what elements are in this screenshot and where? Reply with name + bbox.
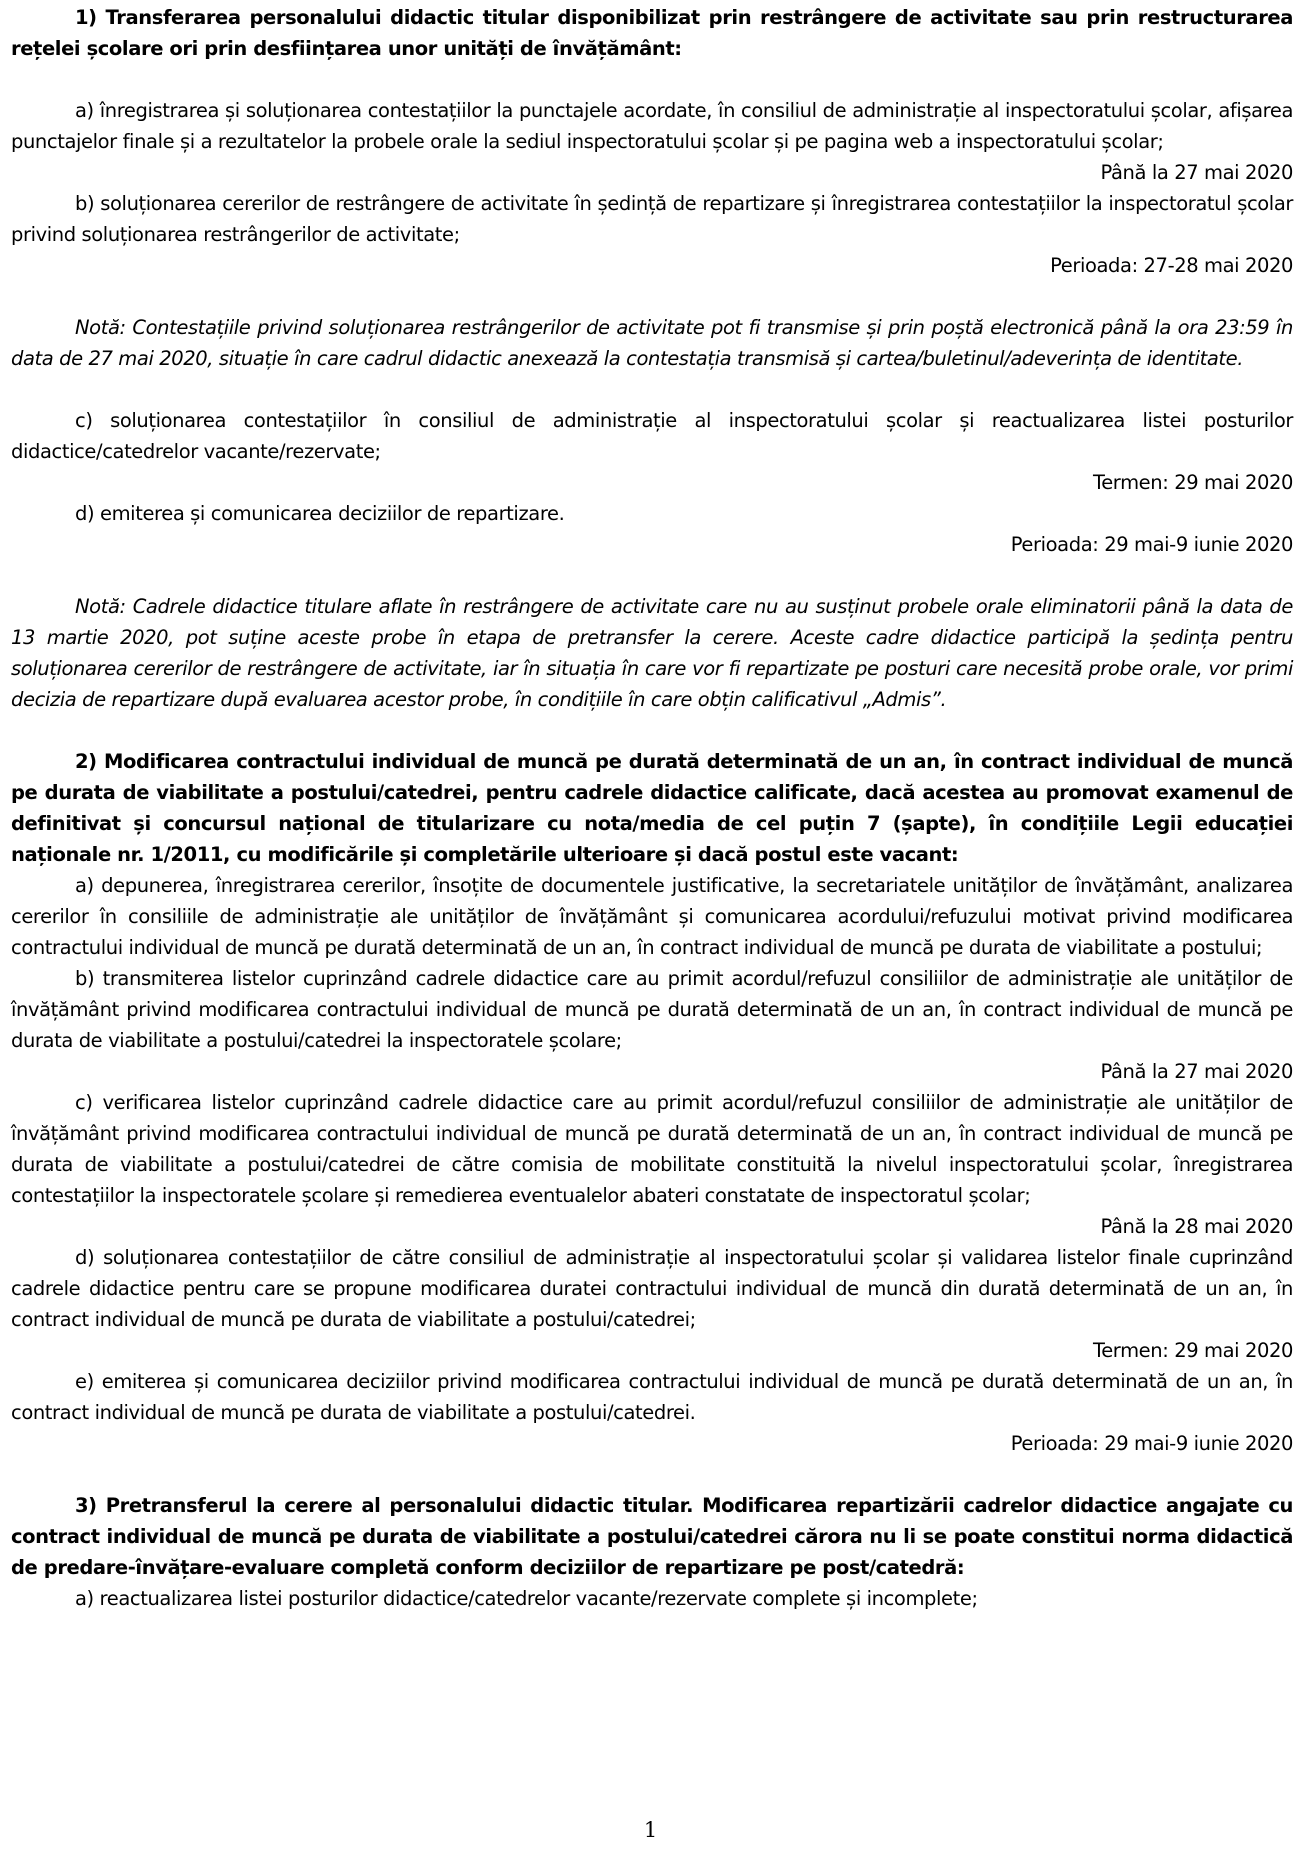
section-1-item-d: d) emiterea și comunicarea deciziilor de repartizare. (75, 502, 565, 525)
section-3-item-a: a) reactualizarea listei posturilor didactice/catedrelor vacante/rezervate complete și incomplete; (75, 1587, 978, 1610)
spacer (11, 715, 1293, 746)
section-2-heading: 2) Modificarea contractului individual de muncă pe durată determinată de un an, în contract individual de muncă pe durata de viabilitate a postului/catedrei, pentru cadrele didactice calificate, dacă acestea au promovat examenul de definitivat și concursul național de titularizare cu nota/media de cel puțin 7 (șapte), în condițiile Legii educației naționale nr. 1/2011, cu modificările și completările ulterioare și dacă postul este vacant: (11, 750, 1293, 866)
section-2-item-d: d) soluționarea contestațiilor de către consiliul de administrație al inspectoratului școlar și validarea listelor finale cuprinzând cadrele didactice pentru care se propune modificarea duratei contractului individual de muncă din durată determinată de un an, în contract individual de muncă pe durata de viabilitate a postului/catedrei; (11, 1246, 1293, 1331)
section-2-item-b-deadline: Până la 27 mai 2020 (1100, 1060, 1293, 1083)
section-2-item-e-deadline: Perioada: 29 mai-9 iunie 2020 (1010, 1432, 1293, 1455)
spacer (11, 374, 1293, 405)
section-1-item-b-deadline: Perioada: 27-28 mai 2020 (1050, 254, 1293, 277)
section-1-item-c-deadline: Termen: 29 mai 2020 (1093, 471, 1293, 494)
section-1-item-d-deadline: Perioada: 29 mai-9 iunie 2020 (1010, 533, 1293, 556)
section-1-item-c: c) soluționarea contestațiilor în consiliul de administrație al inspectoratului școlar și reactualizarea listei posturilor didactice/catedrelor vacante/rezervate; (11, 409, 1293, 463)
spacer (11, 1459, 1293, 1490)
section-2-item-b: b) transmiterea listelor cuprinzând cadrele didactice care au primit acordul/refuzul consiliilor de administrație ale unităților de învățământ privind modificarea contractului individual de muncă pe durată determinată de un an, în contract individual de muncă pe durata de viabilitate a postului/catedrei la inspectoratele școlare; (11, 967, 1293, 1052)
section-2-item-c: c) verificarea listelor cuprinzând cadrele didactice care au primit acordul/refuzul consiliilor de administrație ale unităților de învățământ privind modificarea contractului individual de muncă pe durată determinată de un an, în contract individual de muncă pe durata de viabilitate a postului/catedrei de către comisia de mobilitate constituită la nivelul inspectoratului școlar, înregistrarea contestațiilor la inspectoratele școlare și remedierea eventualelor abateri constatate de inspectoratul școlar; (11, 1091, 1293, 1207)
spacer (11, 64, 1293, 95)
section-1-item-a-deadline: Până la 27 mai 2020 (1100, 161, 1293, 184)
section-1-note-1: Notă: Contestațiile privind soluționarea restrângerilor de activitate pot fi transmise și prin poștă electronică până la ora 23:59 în data de 27 mai 2020, situație în care cadrul didactic anexează la contestația transmisă și cartea/buletinul/adeverința de identitate. (11, 316, 1293, 370)
document-page (11, 2, 1293, 1614)
section-1-item-a: a) înregistrarea și soluționarea contestațiilor la punctajele acordate, în consiliul de administrație al inspectoratului școlar, afișarea punctajelor finale și a rezultatelor la probele orale la sediul inspectoratului școlar și pe pagina web a inspectoratului școlar; (11, 99, 1293, 153)
section-1-heading: 1) Transferarea personalului didactic titular disponibilizat prin restrângere de activitate sau prin restructurarea rețelei școlare ori prin desființarea unor unități de învățământ: (11, 6, 1293, 60)
section-2-item-e: e) emiterea și comunicarea deciziilor privind modificarea contractului individual de muncă pe durată determinată de un an, în contract individual de muncă pe durata de viabilitate a postului/catedrei. (11, 1370, 1293, 1424)
section-2-item-d-deadline: Termen: 29 mai 2020 (1093, 1339, 1293, 1362)
page-number: 1 (643, 1818, 658, 1842)
spacer (11, 281, 1293, 312)
section-2-item-a: a) depunerea, înregistrarea cererilor, însoțite de documentele justificative, la secretariatele unităților de învățământ, analizarea cererilor în consiliile de administrație ale unităților de învățământ și comunicarea acordului/refuzului motivat privind modificarea contractului individual de muncă pe durată determinată de un an, în contract individual de muncă pe durata de viabilitate a postului; (11, 874, 1293, 959)
section-2-item-c-deadline: Până la 28 mai 2020 (1100, 1215, 1293, 1238)
section-1-note-2: Notă: Cadrele didactice titulare aflate în restrângere de activitate care nu au susținut probele orale eliminatorii până la data de 13 martie 2020, pot suține aceste probe în etapa de pretransfer la cerere. Aceste cadre didactice participă la ședința pentru soluționarea cererilor de restrângere de activitate, iar în situația în care vor fi repartizate pe posturi care necesită probe orale, vor primi decizia de repartizare după evaluarea acestor probe, în condițiile în care obțin calificativul „Admis”. (11, 595, 1293, 711)
section-1-item-b: b) soluționarea cererilor de restrângere de activitate în ședință de repartizare și înregistrarea contestațiilor la inspectoratul școlar privind soluționarea restrângerilor de activitate; (11, 192, 1293, 246)
spacer (11, 560, 1293, 591)
section-3-heading: 3) Pretransferul la cerere al personalului didactic titular. Modificarea repartizării cadrelor didactice angajate cu contract individual de muncă pe durata de viabilitate a postului/catedrei cărora nu li se poate constitui norma didactică de predare-învățare-evaluare completă conform deciziilor de repartizare pe post/catedră: (11, 1494, 1293, 1579)
